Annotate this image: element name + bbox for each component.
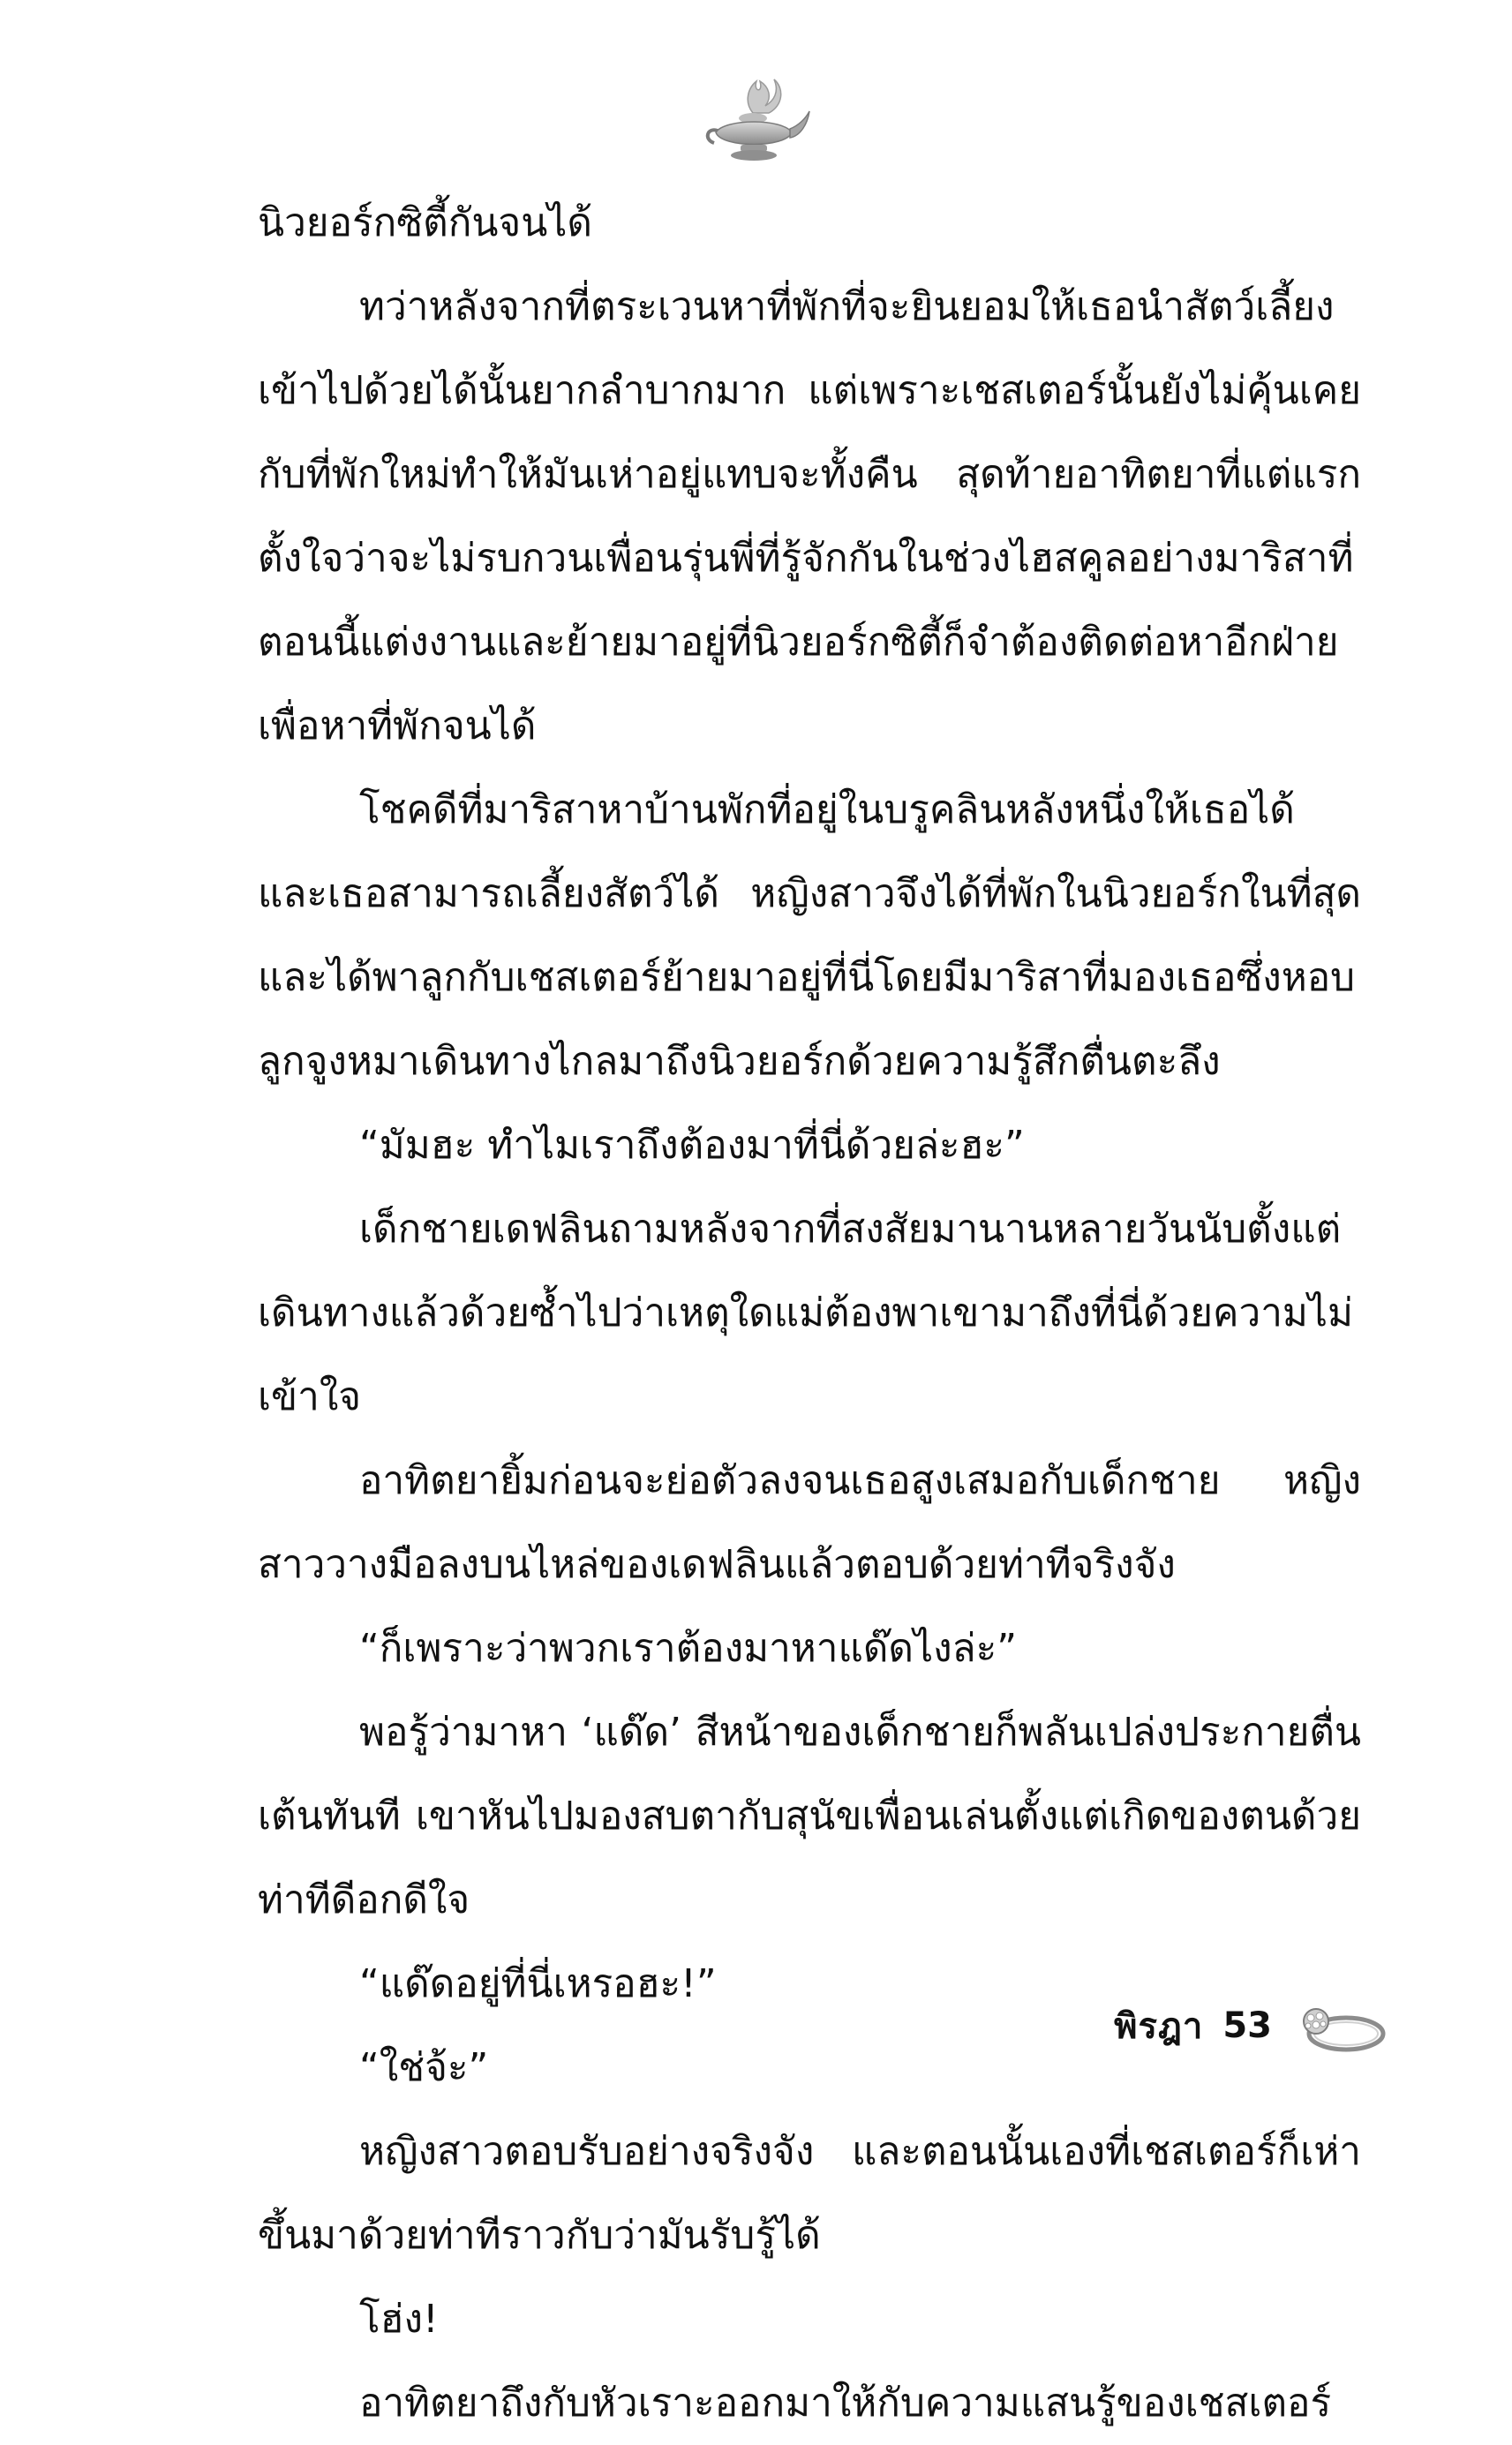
page-number: 53: [1222, 2005, 1272, 2046]
paragraph: นิวยอร์กซิตี้กันจนได้: [258, 200, 592, 245]
page-footer: [1114, 1995, 1388, 2057]
paragraph: หญิงสาวตอบรับอย่างจริงจัง และตอนนั้นเองที่เชสเตอร์ก็เห่าขึ้นมาด้วยท่าทีราวกับว่ามันรับรู้ได้: [258, 2129, 1361, 2258]
paragraph: “มัมฮะ ทำไมเราถึงต้องมาที่นี่ด้วยล่ะฮะ”: [359, 1123, 1025, 1168]
paragraph: “ใช่จ้ะ”: [359, 2045, 489, 2090]
paragraph: โฮ่ง!: [359, 2297, 439, 2342]
paragraph: “ก็เพราะว่าพวกเราต้องมาหาแด๊ดไงล่ะ”: [359, 1626, 1018, 1671]
paragraph: อาทิตยายิ้มก่อนจะย่อตัวลงจนเธอสูงเสมอกับเด็กชาย หญิงสาววางมือลงบนไหล่ของเดฟลินแล้วตอบด้วยท่าทีจริงจัง: [258, 1458, 1361, 1587]
paragraph: พอรู้ว่ามาหา ‘แด๊ด’ สีหน้าของเด็กชายก็พลันเปล่งประกายตื่นเต้นทันที เขาหันไปมองสบตากับสุนัขเพื่อนเล่นตั้งแต่เกิดของตนด้วยท่าทีดีอกดีใจ: [258, 1710, 1361, 1922]
paragraph: เด็กชายเดฟลินถามหลังจากที่สงสัยมานานหลายวันนับตั้งแต่เดินทางแล้วด้วยซ้ำไปว่าเหตุใดแม่ต้องพาเขามาถึงที่นี่ด้วยความไม่เข้าใจ: [258, 1207, 1354, 1419]
paragraph: อาทิตยาถึงกับหัวเราะออกมาให้กับความแสนรู้ของเชสเตอร์: [359, 2381, 1332, 2426]
paragraph: โชคดีที่มาริสาหาบ้านพักที่อยู่ในบรูคลินหลังหนึ่งให้เธอได้ และเธอสามารถเลี้ยงสัตว์ได้ หญิงสาวจึงได้ที่พักในนิวยอร์กในที่สุด และได้พาลูกกับเชสเตอร์ย้ายมาอยู่ที่นี่โดยมีมาริสาที่มองเธอซึ่งหอบลูกจูงหมาเดินทางไกลมาถึงนิวยอร์กด้วยความรู้สึกตื่นตะลึง: [258, 787, 1361, 1084]
diamond-ring-icon: [1291, 1995, 1388, 2057]
author-name: พิรฎา: [1114, 2006, 1204, 2047]
genie-lamp-icon: [698, 62, 813, 177]
body-text: [258, 181, 1361, 2445]
paragraph: ทว่าหลังจากที่ตระเวนหาที่พักที่จะยินยอมให้เธอนำสัตว์เลี้ยงเข้าไปด้วยได้นั้นยากลำบากมาก แต่เพราะเชสเตอร์นั้นยังไม่คุ้นเคยกับที่พักใหม่ทำให้มันเห่าอยู่แทบจะทั้งคืน สุดท้ายอาทิตยาที่แต่แรกตั้งใจว่าจะไม่รบกวนเพื่อนรุ่นพี่ที่รู้จักกันในช่วงไฮสคูลอย่างมาริสาที่ตอนนี้แต่งงานและย้ายมาอยู่ที่นิวยอร์กซิตี้ก็จำต้องติดต่อหาอีกฝ่ายเพื่อหาที่พักจนได้: [258, 284, 1361, 749]
paragraph: “แด๊ดอยู่ที่นี่เหรอฮะ!”: [359, 1961, 717, 2006]
